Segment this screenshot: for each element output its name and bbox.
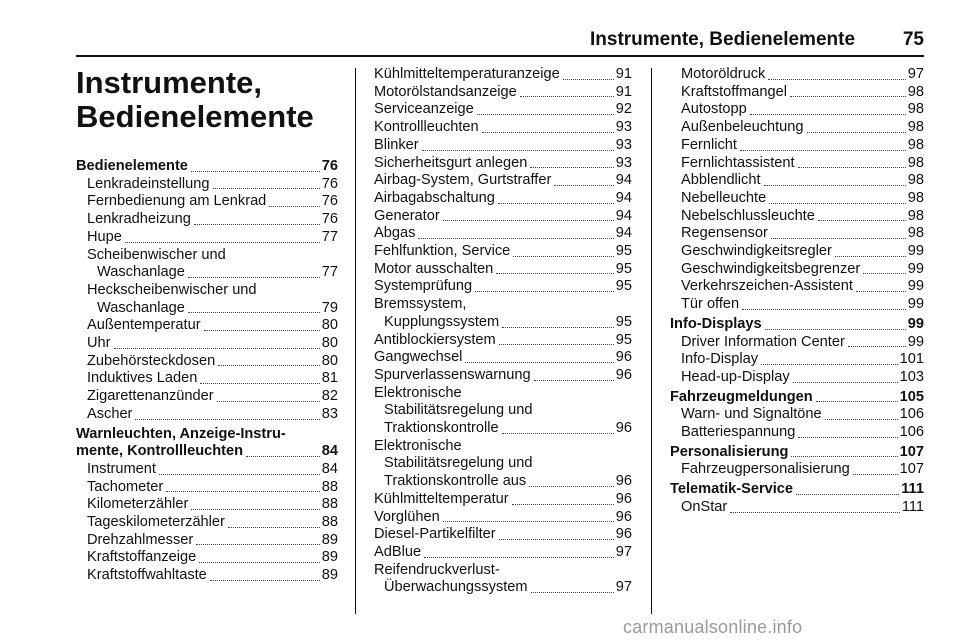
- toc-entry[interactable]: [374, 119, 632, 137]
- toc-section-info-displays[interactable]: [670, 316, 924, 334]
- toc-page: 98: [907, 119, 924, 136]
- toc-page: 82: [321, 388, 338, 405]
- toc-entry-continued[interactable]: [374, 402, 632, 420]
- toc-entry-text: Kühlmitteltemperatur: [374, 490, 509, 507]
- toc-entry-text: Hupe: [87, 228, 122, 245]
- toc-page: 88: [321, 496, 338, 513]
- toc-entry-text: Fahrzeugpersonalisierung: [681, 461, 850, 478]
- toc-page: 88: [321, 478, 338, 495]
- toc-entry[interactable]: [76, 567, 338, 585]
- toc-page: 98: [907, 154, 924, 171]
- toc-page: 76: [321, 158, 338, 174]
- toc-entry-text: Elektronische: [374, 384, 462, 401]
- toc-section-title: mente, Kontrollleuchten: [76, 443, 244, 460]
- header-title: Instrumente, Bedienelemente: [590, 29, 856, 50]
- toc-entry[interactable]: [76, 247, 338, 265]
- toc-entry-text: Tür offen: [681, 296, 740, 313]
- toc-entry-text: Sicherheitsgurt anlegen: [374, 154, 528, 171]
- toc-entry-text: Heckscheibenwischer und: [87, 281, 257, 298]
- toc-entry[interactable]: [76, 370, 338, 388]
- toc-entry-text: Systemprüfung: [374, 278, 473, 295]
- toc-entry[interactable]: [76, 335, 338, 353]
- toc-entry[interactable]: [76, 549, 338, 567]
- toc-entry-continued[interactable]: [76, 300, 338, 318]
- toc-entry[interactable]: [670, 119, 924, 137]
- toc-entry-continued[interactable]: [374, 473, 632, 491]
- toc-page: 91: [615, 66, 632, 82]
- toc-entry[interactable]: [374, 155, 632, 173]
- toc-entry-text: Vorglühen: [374, 508, 440, 525]
- toc-page: 77: [321, 264, 338, 281]
- toc-entry-text: Kraftstoffmangel: [681, 83, 787, 100]
- toc-entry-text: Motoröldruck: [681, 66, 766, 82]
- toc-entry-text: Lenkradheizung: [87, 211, 191, 228]
- toc-column-3: [670, 66, 924, 517]
- header-rule: [76, 55, 924, 57]
- toc-entry[interactable]: [76, 406, 338, 424]
- toc-entry[interactable]: [374, 225, 632, 243]
- toc-entry-text: Motorölstandsanzeige: [374, 83, 517, 100]
- toc-page: 95: [615, 278, 632, 295]
- toc-entry[interactable]: [374, 101, 632, 119]
- toc-page: 98: [907, 83, 924, 100]
- toc-entry[interactable]: [374, 349, 632, 367]
- toc-entry-text: Verkehrszeichen-Assistent: [681, 278, 853, 295]
- toc-entry-text: Kühlmitteltemperaturanzeige: [374, 66, 560, 82]
- toc-entry-text: Drehzahlmesser: [87, 531, 194, 548]
- toc-column-2: [374, 66, 632, 597]
- toc-page: 93: [615, 154, 632, 171]
- toc-page: 98: [907, 136, 924, 153]
- toc-entry-text: Stabilitätsregelung und: [384, 402, 533, 419]
- toc-section-warnleuchten[interactable]: [76, 426, 338, 444]
- toc-entry-text: Außentemperatur: [87, 317, 201, 334]
- toc-page: 96: [615, 420, 632, 437]
- toc-section-bedienelemente[interactable]: [76, 158, 338, 176]
- toc-page: 99: [907, 243, 924, 260]
- toc-page: 96: [615, 526, 632, 543]
- toc-page: 96: [615, 473, 632, 490]
- toc-page: 79: [321, 299, 338, 316]
- toc-entry[interactable]: [670, 334, 924, 352]
- toc-entry[interactable]: [670, 424, 924, 442]
- toc-page: 103: [899, 368, 924, 385]
- toc-entry[interactable]: [76, 317, 338, 335]
- toc-page: 99: [907, 315, 924, 332]
- toc-entry[interactable]: [374, 544, 632, 562]
- toc-entry[interactable]: [374, 562, 632, 580]
- toc-entry-text: Kupplungssystem: [384, 313, 500, 330]
- toc-page: 106: [899, 424, 924, 441]
- toc-entry[interactable]: [670, 84, 924, 102]
- toc-entry[interactable]: [374, 208, 632, 226]
- toc-page: 96: [615, 508, 632, 525]
- toc-page: 94: [615, 189, 632, 206]
- toc-entry-text: Ascher: [87, 405, 133, 422]
- toc-page: 99: [907, 333, 924, 350]
- toc-entry[interactable]: [374, 137, 632, 155]
- toc-page: 107: [899, 461, 924, 478]
- toc-entry-text: Induktives Laden: [87, 370, 198, 387]
- toc-page: 93: [615, 119, 632, 136]
- toc-page: 97: [907, 66, 924, 82]
- toc-entry[interactable]: [76, 193, 338, 211]
- toc-page: 96: [615, 490, 632, 507]
- toc-entry-text: Geschwindigkeitsbegrenzer: [681, 260, 861, 277]
- toc-entry[interactable]: [76, 229, 338, 247]
- toc-entry[interactable]: [670, 190, 924, 208]
- toc-entry[interactable]: [670, 499, 924, 517]
- page-header: [590, 28, 924, 52]
- toc-entry-text: Spurverlassenswarnung: [374, 366, 531, 383]
- toc-entry-text: Instrument: [87, 460, 156, 477]
- toc-entry-text: Generator: [374, 207, 440, 224]
- toc-entry-text: Serviceanzeige: [374, 101, 474, 118]
- toc-entry[interactable]: [670, 406, 924, 424]
- toc-section-telematik-service[interactable]: [670, 481, 924, 499]
- toc-page: 80: [321, 317, 338, 334]
- chapter-title: [76, 66, 338, 134]
- toc-entry-text: AdBlue: [374, 543, 422, 560]
- toc-entry-text: Elektronische: [374, 437, 462, 454]
- toc-page: 99: [907, 278, 924, 295]
- toc-page: 76: [321, 175, 338, 192]
- toc-entry-text: Fernbedienung am Lenkrad: [87, 193, 267, 210]
- toc-entry-text: Info-Display: [681, 351, 759, 368]
- toc-entry[interactable]: [76, 353, 338, 371]
- toc-entry-text: Head-up-Display: [681, 368, 790, 385]
- toc-entry-text: Scheibenwischer und: [87, 246, 226, 263]
- toc-entry[interactable]: [374, 261, 632, 279]
- toc-page: 89: [321, 549, 338, 566]
- toc-page: 93: [615, 136, 632, 153]
- toc-entry-text: Uhr: [87, 335, 111, 352]
- toc-page: 95: [615, 260, 632, 277]
- toc-entry-text: Stabilitätsregelung und: [384, 455, 533, 472]
- toc-page: 76: [321, 193, 338, 210]
- toc-entry-text: Abblendlicht: [681, 172, 761, 189]
- toc-entry-text: Waschanlage: [97, 264, 185, 281]
- toc-entry[interactable]: [374, 509, 632, 527]
- toc-page: 111: [901, 498, 924, 515]
- toc-entry-text: Blinker: [374, 136, 419, 153]
- toc-entry-text: Lenkradeinstellung: [87, 175, 210, 192]
- column-divider-1: [355, 68, 356, 614]
- toc-entry-text: Fernlichtassistent: [681, 154, 795, 171]
- toc-entry-text: Traktionskontrolle: [384, 420, 499, 437]
- toc-entry[interactable]: [670, 351, 924, 369]
- toc-entry[interactable]: [374, 190, 632, 208]
- chapter-title-line2: Bedienelemente: [76, 99, 314, 134]
- toc-entry-continued[interactable]: [374, 455, 632, 473]
- toc-page: 89: [321, 567, 338, 584]
- toc-entry-text: Nebelleuchte: [681, 189, 767, 206]
- toc-entry-text: Abgas: [374, 225, 416, 242]
- toc-section-title: Bedienelemente: [76, 158, 188, 174]
- toc-entry[interactable]: [374, 526, 632, 544]
- toc-entry[interactable]: [670, 172, 924, 190]
- toc-entry[interactable]: [670, 243, 924, 261]
- toc-entry[interactable]: [374, 491, 632, 509]
- toc-entry-text: Traktionskontrolle aus: [384, 473, 527, 490]
- toc-page: 95: [615, 313, 632, 330]
- toc-entry-text: Fehlfunktion, Service: [374, 243, 511, 260]
- toc-entry-text: Gangwechsel: [374, 349, 463, 366]
- toc-page: 84: [321, 443, 338, 460]
- toc-entry-text: Waschanlage: [97, 299, 185, 316]
- toc-page: 83: [321, 405, 338, 422]
- toc-page: 94: [615, 207, 632, 224]
- page-number: 75: [902, 29, 924, 50]
- toc-page: 96: [615, 349, 632, 366]
- toc-page: 101: [899, 351, 924, 368]
- toc-page: 98: [907, 172, 924, 189]
- toc-page: 106: [899, 406, 924, 423]
- toc-entry[interactable]: [374, 385, 632, 403]
- toc-entry[interactable]: [76, 514, 338, 532]
- toc-entry-text: Geschwindigkeitsregler: [681, 243, 832, 260]
- toc-page: 96: [615, 366, 632, 383]
- toc-entry[interactable]: [374, 66, 632, 84]
- toc-page: 92: [615, 101, 632, 118]
- toc-entry[interactable]: [374, 438, 632, 456]
- toc-section-personalisierung[interactable]: [670, 444, 924, 462]
- toc-page: 99: [907, 296, 924, 313]
- column-divider-2: [651, 68, 652, 614]
- toc-entry[interactable]: [76, 176, 338, 194]
- toc-entry[interactable]: [76, 461, 338, 479]
- toc-entry-continued[interactable]: [374, 420, 632, 438]
- toc-page: 95: [615, 243, 632, 260]
- toc-entry[interactable]: [76, 532, 338, 550]
- toc-entry[interactable]: [374, 367, 632, 385]
- toc-entry-text: Warn- und Signaltöne: [681, 406, 822, 423]
- toc-entry-continued[interactable]: [374, 314, 632, 332]
- toc-entry[interactable]: [374, 332, 632, 350]
- toc-page: 98: [907, 207, 924, 224]
- toc-section-title: Personalisierung: [670, 443, 789, 460]
- toc-entry-text: Nebelschlussleuchte: [681, 207, 815, 224]
- toc-entry[interactable]: [670, 296, 924, 314]
- toc-page: 84: [321, 460, 338, 477]
- toc-page: 94: [615, 172, 632, 189]
- toc-entry[interactable]: [374, 84, 632, 102]
- toc-entry[interactable]: [670, 461, 924, 479]
- toc-page: 99: [907, 260, 924, 277]
- toc-entry-text: Batteriespannung: [681, 424, 796, 441]
- toc-entry-text: Regensensor: [681, 225, 768, 242]
- toc-entry[interactable]: [76, 479, 338, 497]
- toc-page: 77: [321, 228, 338, 245]
- toc-page: 98: [907, 101, 924, 118]
- toc-page: 80: [321, 335, 338, 352]
- toc-entry-text: Zubehörsteckdosen: [87, 352, 216, 369]
- toc-entry-continued[interactable]: [76, 264, 338, 282]
- toc-entry[interactable]: [670, 261, 924, 279]
- toc-entry-continued[interactable]: [374, 579, 632, 597]
- toc-entry[interactable]: [76, 388, 338, 406]
- toc-entry-text: Fernlicht: [681, 136, 737, 153]
- toc-column-1: [76, 66, 338, 585]
- toc-entry-text: Kraftstoffwahltaste: [87, 567, 207, 584]
- toc-entry[interactable]: [76, 211, 338, 229]
- toc-section-fahrzeugmeldungen[interactable]: [670, 389, 924, 407]
- toc-entry[interactable]: [670, 137, 924, 155]
- toc-entry[interactable]: [76, 496, 338, 514]
- toc-entry-text: OnStar: [681, 498, 728, 515]
- toc-page: 95: [615, 331, 632, 348]
- toc-entry[interactable]: [76, 282, 338, 300]
- toc-page: 89: [321, 531, 338, 548]
- toc-page: 81: [321, 370, 338, 387]
- toc-entry-text: Kilometerzähler: [87, 496, 189, 513]
- toc-entry-text: Motor ausschalten: [374, 260, 494, 277]
- toc-entry[interactable]: [670, 208, 924, 226]
- toc-entry-text: Tageskilometerzähler: [87, 514, 225, 531]
- toc-page: 98: [907, 189, 924, 206]
- toc-entry-text: Bremssystem,: [374, 296, 467, 313]
- toc-page: 76: [321, 211, 338, 228]
- toc-page: 105: [899, 388, 924, 405]
- toc-section-title: Warnleuchten, Anzeige-Instru-: [76, 425, 286, 442]
- toc-page: 97: [615, 579, 632, 596]
- chapter-title-line1: Instrumente,: [76, 65, 263, 100]
- toc-page: 97: [615, 543, 632, 560]
- toc-entry-text: Airbag-System, Gurtstraffer: [374, 172, 552, 189]
- toc-entry[interactable]: [670, 155, 924, 173]
- toc-entry-text: Kraftstoffanzeige: [87, 549, 197, 566]
- toc-page: 94: [615, 225, 632, 242]
- toc-page: 91: [615, 83, 632, 100]
- toc-section-title: Fahrzeugmeldungen: [670, 388, 813, 405]
- toc-section-title: Info-Displays: [670, 315, 762, 332]
- toc-entry[interactable]: [374, 296, 632, 314]
- toc-entry-text: Reifendruckverlust-: [374, 561, 500, 578]
- toc-entry[interactable]: [670, 369, 924, 387]
- toc-entry-text: Tachometer: [87, 478, 164, 495]
- toc-entry-text: Antiblockiersystem: [374, 331, 496, 348]
- toc-entry-text: Zigarettenanzünder: [87, 388, 214, 405]
- toc-page: 88: [321, 514, 338, 531]
- toc-entry-text: Kontrollleuchten: [374, 119, 479, 136]
- toc-page: 107: [899, 443, 924, 460]
- toc-entry[interactable]: [374, 172, 632, 190]
- toc-entry-text: Autostopp: [681, 101, 747, 118]
- toc-entry[interactable]: [670, 225, 924, 243]
- watermark: carmanualsonline.info: [623, 617, 803, 637]
- toc-page: 80: [321, 352, 338, 369]
- toc-page: 111: [901, 481, 924, 498]
- toc-entry[interactable]: [374, 243, 632, 261]
- toc-entry[interactable]: [374, 278, 632, 296]
- toc-entry-text: Airbagabschaltung: [374, 189, 495, 206]
- toc-entry-text: Außenbeleuchtung: [681, 119, 804, 136]
- toc-entry-text: Überwachungssystem: [384, 579, 528, 596]
- toc-entry[interactable]: [670, 278, 924, 296]
- toc-entry[interactable]: [670, 66, 924, 84]
- toc-entry[interactable]: [670, 101, 924, 119]
- toc-section-continued[interactable]: [76, 443, 338, 461]
- toc-section-title: Telematik-Service: [670, 481, 794, 498]
- toc-page: 98: [907, 225, 924, 242]
- toc-entry-text: Driver Information Center: [681, 333, 845, 350]
- toc-entry-text: Diesel-Partikelfilter: [374, 526, 496, 543]
